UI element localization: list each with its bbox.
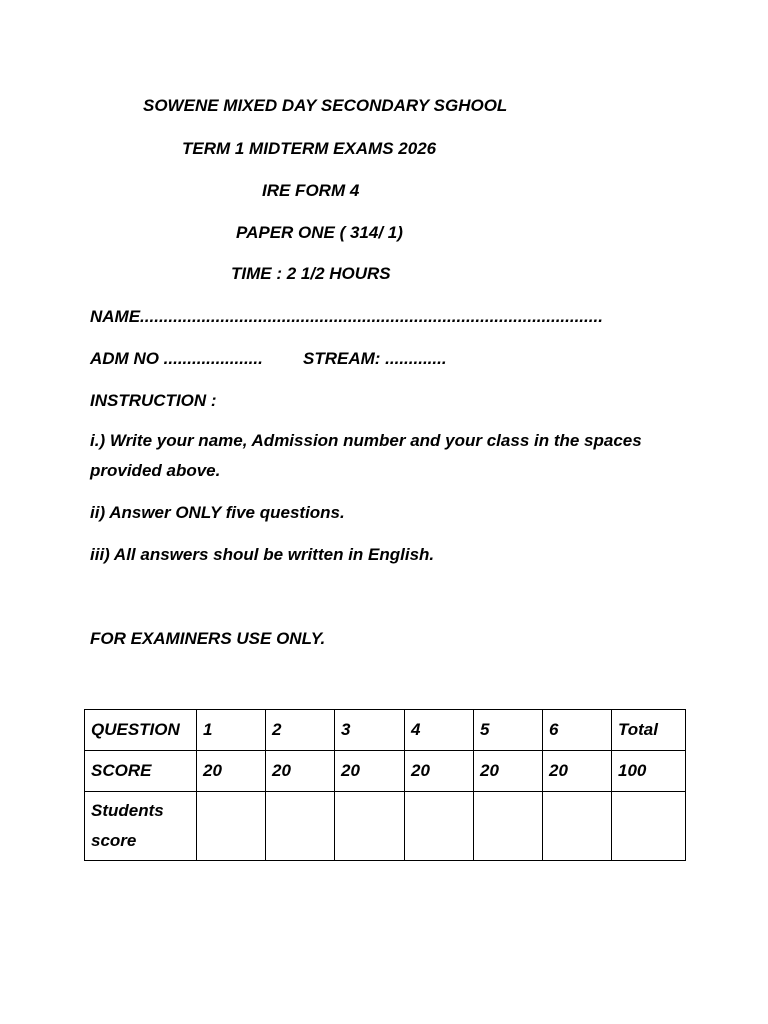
question-5: 5 <box>474 710 543 751</box>
students-score-5 <box>474 792 543 861</box>
instruction-heading: INSTRUCTION : <box>90 391 217 410</box>
name-field: NAME.................................................................................................. <box>90 307 603 326</box>
score-6: 20 <box>543 751 612 792</box>
score-1: 20 <box>197 751 266 792</box>
score-table <box>84 709 686 861</box>
instruction-item-3: iii) All answers shoul be written in English. <box>90 545 435 564</box>
subject-title: IRE FORM 4 <box>262 181 360 200</box>
question-1: 1 <box>197 710 266 751</box>
question-6: 6 <box>543 710 612 751</box>
stream-field: STREAM: ............. <box>303 349 447 368</box>
question-4: 4 <box>405 710 474 751</box>
examiners-heading: FOR EXAMINERS USE ONLY. <box>90 629 326 648</box>
exam-title: TERM 1 MIDTERM EXAMS 2026 <box>182 139 437 158</box>
students-score-total <box>612 792 686 861</box>
score-total: 100 <box>612 751 686 792</box>
instruction-item-1: i.) Write your name, Admission number and your class in the spaces provided above. <box>90 431 642 480</box>
score-row <box>85 751 686 792</box>
time-allowed: TIME : 2 1/2 HOURS <box>231 264 391 283</box>
students-score-2 <box>266 792 335 861</box>
students-score-label: Students score <box>85 792 197 861</box>
score-2: 20 <box>266 751 335 792</box>
students-score-1 <box>197 792 266 861</box>
students-score-row <box>85 792 686 861</box>
students-score-3 <box>335 792 405 861</box>
adm-field: ADM NO ..................... <box>90 349 263 368</box>
students-score-4 <box>405 792 474 861</box>
score-3: 20 <box>335 751 405 792</box>
question-total: Total <box>612 710 686 751</box>
score-5: 20 <box>474 751 543 792</box>
instruction-item-2: ii) Answer ONLY five questions. <box>90 503 345 522</box>
students-score-6 <box>543 792 612 861</box>
question-3: 3 <box>335 710 405 751</box>
question-2: 2 <box>266 710 335 751</box>
school-name: SOWENE MIXED DAY SECONDARY SGHOOL <box>143 96 508 115</box>
question-row <box>85 710 686 751</box>
question-label: QUESTION <box>85 710 197 751</box>
score-4: 20 <box>405 751 474 792</box>
paper-title: PAPER ONE ( 314/ 1) <box>236 223 403 242</box>
score-label: SCORE <box>85 751 197 792</box>
